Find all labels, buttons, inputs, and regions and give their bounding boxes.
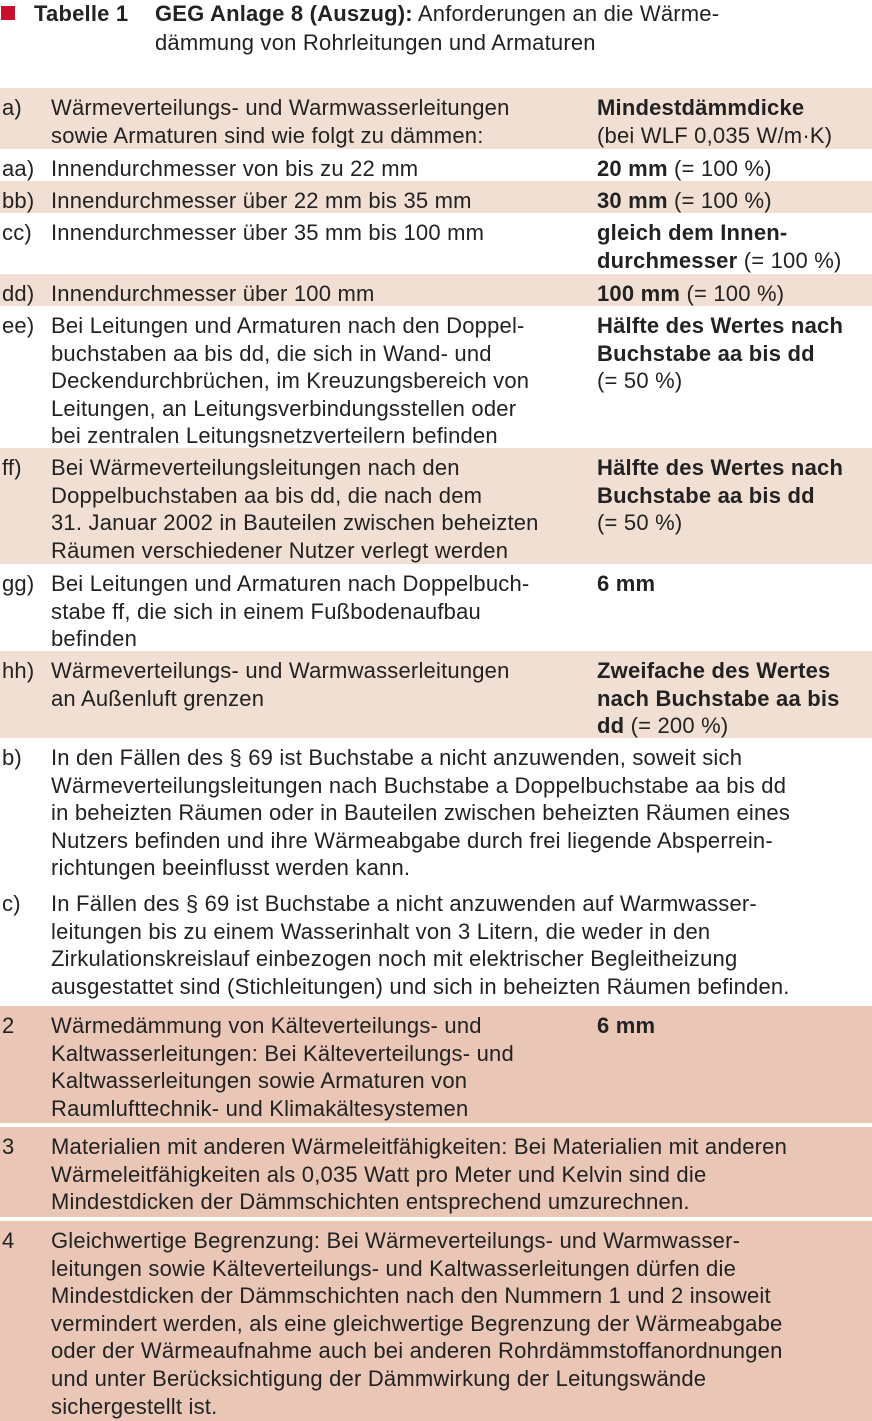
requirement-value: 6 mm bbox=[597, 1013, 656, 1038]
row-separator bbox=[0, 1217, 872, 1221]
requirement-value: durchmesser bbox=[597, 247, 738, 273]
row-requirement bbox=[597, 187, 872, 215]
caption-marker-icon bbox=[1, 6, 15, 20]
row-number: 2 bbox=[2, 1013, 15, 1038]
requirement-note: (= 100 %) bbox=[667, 156, 772, 181]
table-row bbox=[0, 884, 872, 1002]
description-line: Wärmeleitfähigkeiten als 0,035 Watt pro Meter und Kelvin sind die bbox=[51, 1161, 707, 1187]
description-line: Wärmedämmung von Kälteverteilungs- und bbox=[51, 1013, 482, 1038]
requirement-value: gleich dem Innen- bbox=[597, 220, 788, 245]
table-title bbox=[155, 0, 855, 57]
description-line: ausgestattet sind (Stichleitungen) und sich in beheizten Räumen befinden. bbox=[51, 973, 790, 999]
description-line: sowie Armaturen sind wie folgt zu dämmen: bbox=[51, 122, 484, 148]
requirement-value: Hälfte des Wertes nach bbox=[597, 455, 844, 480]
row-number: cc) bbox=[2, 220, 32, 245]
description-line: sichergestellt ist. bbox=[51, 1393, 218, 1419]
description-line: Deckendurchbrüchen, im Kreuzungsbereich von bbox=[51, 368, 530, 394]
description-line: Bei Leitungen und Armaturen nach den Doppel- bbox=[51, 313, 525, 338]
description-line: richtungen beeinflusst werden kann. bbox=[51, 855, 411, 881]
description-line: leitungen bis zu einem Wasserinhalt von 3 Litern, die weder in den bbox=[51, 918, 711, 944]
description-line: Kaltwasserleitungen sowie Armaturen von bbox=[51, 1068, 468, 1094]
row-separator bbox=[0, 1123, 872, 1127]
table-title-bold: GEG Anlage 8 (Auszug): bbox=[155, 1, 413, 26]
description-line: buchstaben aa bis dd, die sich in Wand- und bbox=[51, 340, 492, 366]
description-line: Nutzers befinden und ihre Wärmeabgabe durch frei liegende Absperrein- bbox=[51, 827, 773, 853]
description-line: Mindestdicken der Dämmschichten nach den Nummern 1 und 2 insoweit bbox=[51, 1283, 771, 1309]
table-title-line2: dämmung von Rohrleitungen und Armaturen bbox=[155, 30, 596, 55]
row-requirement bbox=[597, 312, 872, 395]
row-requirement bbox=[597, 570, 872, 598]
table-row bbox=[0, 1221, 872, 1421]
row-number: gg) bbox=[2, 571, 35, 596]
row-description bbox=[51, 312, 586, 450]
row-number: a) bbox=[2, 95, 22, 120]
requirement-note: (= 100 %) bbox=[680, 281, 785, 306]
row-number: bb) bbox=[2, 188, 35, 213]
table-title-rest: Anforderungen an die Wärme- bbox=[412, 1, 720, 26]
table-row bbox=[0, 564, 872, 651]
description-line: Wärmeverteilungs- und Warmwasserleitungen bbox=[51, 658, 510, 683]
requirement-note: (= 50 %) bbox=[597, 368, 683, 394]
description-line: befinden bbox=[51, 626, 138, 652]
requirement-note: (= 100 %) bbox=[737, 247, 842, 273]
table-caption bbox=[0, 0, 872, 88]
description-line: Wärmeverteilungs- und Warmwasserleitungen bbox=[51, 95, 510, 120]
description-line: Raumlufttechnik- und Klimakältesystemen bbox=[51, 1095, 469, 1121]
requirement-value: Hälfte des Wertes nach bbox=[597, 313, 844, 338]
requirement-value: nach Buchstabe aa bis bbox=[597, 685, 840, 711]
description-line: in beheizten Räumen oder in Bauteilen zwischen beheizten Räumen eines bbox=[51, 800, 791, 826]
description-line: Innendurchmesser von bis zu 22 mm bbox=[51, 156, 419, 181]
description-line: In den Fällen des § 69 ist Buchstabe a nicht anzuwenden, soweit sich bbox=[51, 745, 743, 770]
row-number: ee) bbox=[2, 313, 35, 338]
requirement-value: 6 mm bbox=[597, 571, 656, 596]
row-number: hh) bbox=[2, 658, 35, 683]
requirement-value: 100 mm bbox=[597, 281, 681, 306]
row-description bbox=[51, 1133, 861, 1216]
requirement-value: Mindestdämmdicke bbox=[597, 95, 805, 120]
table-row bbox=[0, 1127, 872, 1217]
row-number: ff) bbox=[2, 455, 22, 480]
row-description bbox=[51, 570, 586, 653]
row-number: aa) bbox=[2, 156, 35, 181]
description-line: Innendurchmesser über 22 mm bis 35 mm bbox=[51, 188, 472, 213]
requirement-value: 30 mm bbox=[597, 188, 668, 213]
table-row bbox=[0, 274, 872, 306]
description-line: oder der Wärmeaufnahme auch bei anderen Rohrdämmstoffanordnungen bbox=[51, 1338, 783, 1364]
description-line: vermindert werden, als eine gleichwertige Begrenzung der Wärmeabgabe bbox=[51, 1310, 783, 1336]
row-description bbox=[51, 1012, 586, 1122]
row-requirement bbox=[597, 1012, 872, 1040]
table-label: Tabelle 1 bbox=[34, 1, 129, 26]
row-requirement bbox=[597, 94, 872, 149]
row-requirement bbox=[597, 657, 872, 740]
row-requirement bbox=[597, 155, 872, 183]
row-description bbox=[51, 1227, 861, 1420]
description-line: Innendurchmesser über 35 mm bis 100 mm bbox=[51, 220, 485, 245]
row-description bbox=[51, 890, 861, 1000]
row-number: 3 bbox=[2, 1134, 15, 1159]
row-description bbox=[51, 94, 586, 149]
description-line: Kaltwasserleitungen: Bei Kälteverteilungs- und bbox=[51, 1040, 514, 1066]
table-row bbox=[0, 88, 872, 149]
table-row bbox=[0, 1006, 872, 1123]
row-requirement bbox=[597, 280, 872, 308]
table-row bbox=[0, 738, 872, 884]
table-row bbox=[0, 448, 872, 564]
requirement-value: Zweifache des Wertes bbox=[597, 658, 831, 683]
description-line: Bei Wärmeverteilungsleitungen nach den bbox=[51, 455, 460, 480]
requirement-note: (= 100 %) bbox=[667, 188, 772, 213]
description-line: Leitungen, an Leitungsverbindungsstellen oder bbox=[51, 395, 517, 421]
row-description bbox=[51, 219, 586, 247]
description-line: leitungen sowie Kälteverteilungs- und Kaltwasserleitungen dürfen die bbox=[51, 1255, 737, 1281]
description-line: In Fällen des § 69 ist Buchstabe a nicht anzuwenden auf Warmwasser- bbox=[51, 891, 757, 916]
row-description bbox=[51, 187, 586, 215]
row-number: 4 bbox=[2, 1228, 15, 1253]
requirement-value: dd bbox=[597, 713, 625, 739]
row-number: dd) bbox=[2, 281, 35, 306]
description-line: und unter Berücksichtigung der Dämmwirkung der Leitungswände bbox=[51, 1365, 707, 1391]
description-line: Innendurchmesser über 100 mm bbox=[51, 281, 375, 306]
description-line: Wärmeverteilungsleitungen nach Buchstabe a Doppelbuchstabe aa bis dd bbox=[51, 772, 787, 798]
row-description bbox=[51, 280, 586, 308]
requirement-value: 20 mm bbox=[597, 156, 668, 181]
description-line: Gleichwertige Begrenzung: Bei Wärmeverteilungs- und Warmwasser- bbox=[51, 1228, 741, 1253]
description-line: an Außenluft grenzen bbox=[51, 685, 265, 711]
table-row bbox=[0, 181, 872, 213]
row-separator bbox=[0, 1002, 872, 1006]
requirement-note: (= 200 %) bbox=[624, 713, 729, 739]
table-row bbox=[0, 149, 872, 181]
description-line: Zirkulationskreislauf einbezogen noch mit elektrischer Begleitheizung bbox=[51, 946, 738, 972]
requirement-note: (bei WLF 0,035 W/m·K) bbox=[597, 122, 833, 148]
description-line: bei zentralen Leitungsnetzverteilern befinden bbox=[51, 423, 498, 449]
table-row bbox=[0, 306, 872, 448]
description-line: Mindestdicken der Dämmschichten entsprechend umzurechnen. bbox=[51, 1189, 690, 1215]
description-line: Materialien mit anderen Wärmeleitfähigkeiten: Bei Materialien mit anderen bbox=[51, 1134, 788, 1159]
row-description bbox=[51, 744, 861, 882]
row-number: b) bbox=[2, 745, 22, 770]
row-requirement bbox=[597, 219, 872, 274]
requirement-note: (= 50 %) bbox=[597, 510, 683, 536]
table-row bbox=[0, 213, 872, 274]
row-description bbox=[51, 155, 586, 183]
description-line: 31. Januar 2002 in Bauteilen zwischen beheizten bbox=[51, 510, 539, 536]
table-row bbox=[0, 651, 872, 738]
description-line: Doppelbuchstaben aa bis dd, die nach dem bbox=[51, 482, 483, 508]
requirement-value: Buchstabe aa bis dd bbox=[597, 482, 815, 508]
description-line: Räumen verschiedener Nutzer verlegt werden bbox=[51, 537, 509, 563]
row-requirement bbox=[597, 454, 872, 537]
description-line: Bei Leitungen und Armaturen nach Doppelbuch- bbox=[51, 571, 530, 596]
requirement-value: Buchstabe aa bis dd bbox=[597, 340, 815, 366]
description-line: stabe ff, die sich in einem Fußbodenaufbau bbox=[51, 598, 481, 624]
row-description bbox=[51, 657, 586, 712]
row-description bbox=[51, 454, 586, 564]
row-number: c) bbox=[2, 891, 21, 916]
